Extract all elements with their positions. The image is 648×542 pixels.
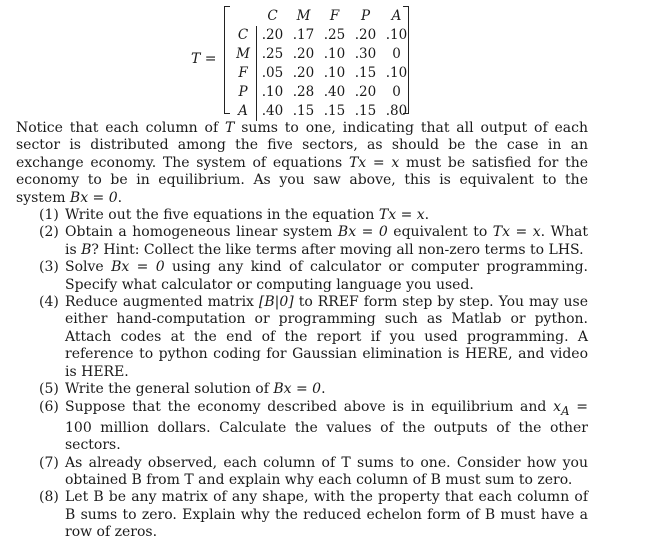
- matrix-cell: .10: [385, 27, 408, 43]
- matrix-row-a: [230, 102, 412, 121]
- question-5: (5) Write the general solution of Bx = 0.: [39, 381, 326, 398]
- intro-paragraph: Notice that each column of T sums to one, indicating that all output of each sector is distributed among the five sectors, as should be the case in an exchange economy. The system of equations Tx = x must be satisfied for the economy to be in equilibrium. As you saw above, this is equivalent to the system Bx = 0.: [16, 120, 588, 206]
- question-7: (7) As already observed, each column of T sums to one. Consider how you obtained B from T and explain why each column of B must sum to zero.: [39, 454, 588, 488]
- matrix-cell: .15: [323, 103, 346, 119]
- row-label: M: [236, 46, 250, 62]
- matrix-row-c: [230, 26, 412, 45]
- col-header-c: C: [267, 8, 278, 24]
- matrix-cell: .40: [323, 84, 346, 100]
- question-2: (2) Obtain a homogeneous linear system Bx = 0 equivalent to Tx = x. What is B? Hint: Collect the like terms after moving all non-zero terms to LHS.: [39, 224, 588, 258]
- matrix-label: T =: [191, 51, 217, 67]
- col-header-m: M: [296, 8, 311, 24]
- matrix-cell: .10: [385, 65, 408, 81]
- matrix-cell: .10: [261, 84, 284, 100]
- body-text: [16, 120, 588, 542]
- matrix-cell: .20: [354, 84, 377, 100]
- matrix-cell: .28: [292, 84, 315, 100]
- matrix-cell: .20: [292, 46, 315, 62]
- matrix-cell: .80: [385, 103, 408, 119]
- row-label: A: [238, 103, 248, 119]
- matrix-cell: .15: [354, 103, 377, 119]
- question-3: (3) Solve Bx = 0 using any kind of calculator or computer programming. Specify what calculator or computing language you used.: [39, 259, 588, 293]
- matrix-cell: 0: [392, 84, 401, 100]
- matrix-row-f: [230, 64, 412, 83]
- matrix-block: [0, 0, 648, 120]
- question-list: [16, 207, 588, 542]
- matrix-cell: .40: [261, 103, 284, 119]
- matrix-cell: .10: [323, 46, 346, 62]
- matrix-cell: .25: [261, 46, 284, 62]
- matrix-cell: .20: [292, 65, 315, 81]
- question-1: (1) Write out the five equations in the equation Tx = x.: [39, 207, 430, 224]
- matrix-cell: .17: [292, 27, 315, 43]
- matrix-cell: .25: [323, 27, 346, 43]
- matrix-cell: .10: [323, 65, 346, 81]
- matrix-cell: .30: [354, 46, 377, 62]
- matrix-cell: 0: [392, 46, 401, 62]
- matrix-header-row: [230, 7, 412, 26]
- matrix-cell: .15: [292, 103, 315, 119]
- matrix-cell: .20: [261, 27, 284, 43]
- matrix-table: [230, 7, 413, 121]
- row-label: P: [238, 84, 248, 100]
- question-6: (6) Suppose that the economy described above is in equilibrium and $x_A = 100$ million dollars. Calculate the values of the outputs of the other sectors.: [39, 398, 588, 454]
- matrix-cell: .15: [354, 65, 377, 81]
- matrix-row-p: [230, 83, 412, 102]
- col-header-p: P: [360, 8, 371, 24]
- col-header-a: A: [391, 8, 402, 24]
- question-4: (4) Reduce augmented matrix [B|0] to RREF form step by step. You may use either hand-computation or programming such as Matlab or python. Attach codes at the end of the report if you used programming. A reference to python coding for Gaussian elimination is HERE, and video is HERE.: [39, 294, 589, 380]
- row-label: F: [238, 65, 248, 81]
- row-label: C: [237, 27, 249, 43]
- matrix-row-m: [230, 45, 412, 64]
- question-8: (8) Let B be any matrix of any shape, with the property that each column of B sums to zero. Explain why the reduced echelon form of B must have a row of zeros.: [39, 489, 588, 541]
- matrix-cell: .20: [354, 27, 377, 43]
- matrix-cell: .05: [261, 65, 284, 81]
- col-header-f: F: [329, 8, 340, 24]
